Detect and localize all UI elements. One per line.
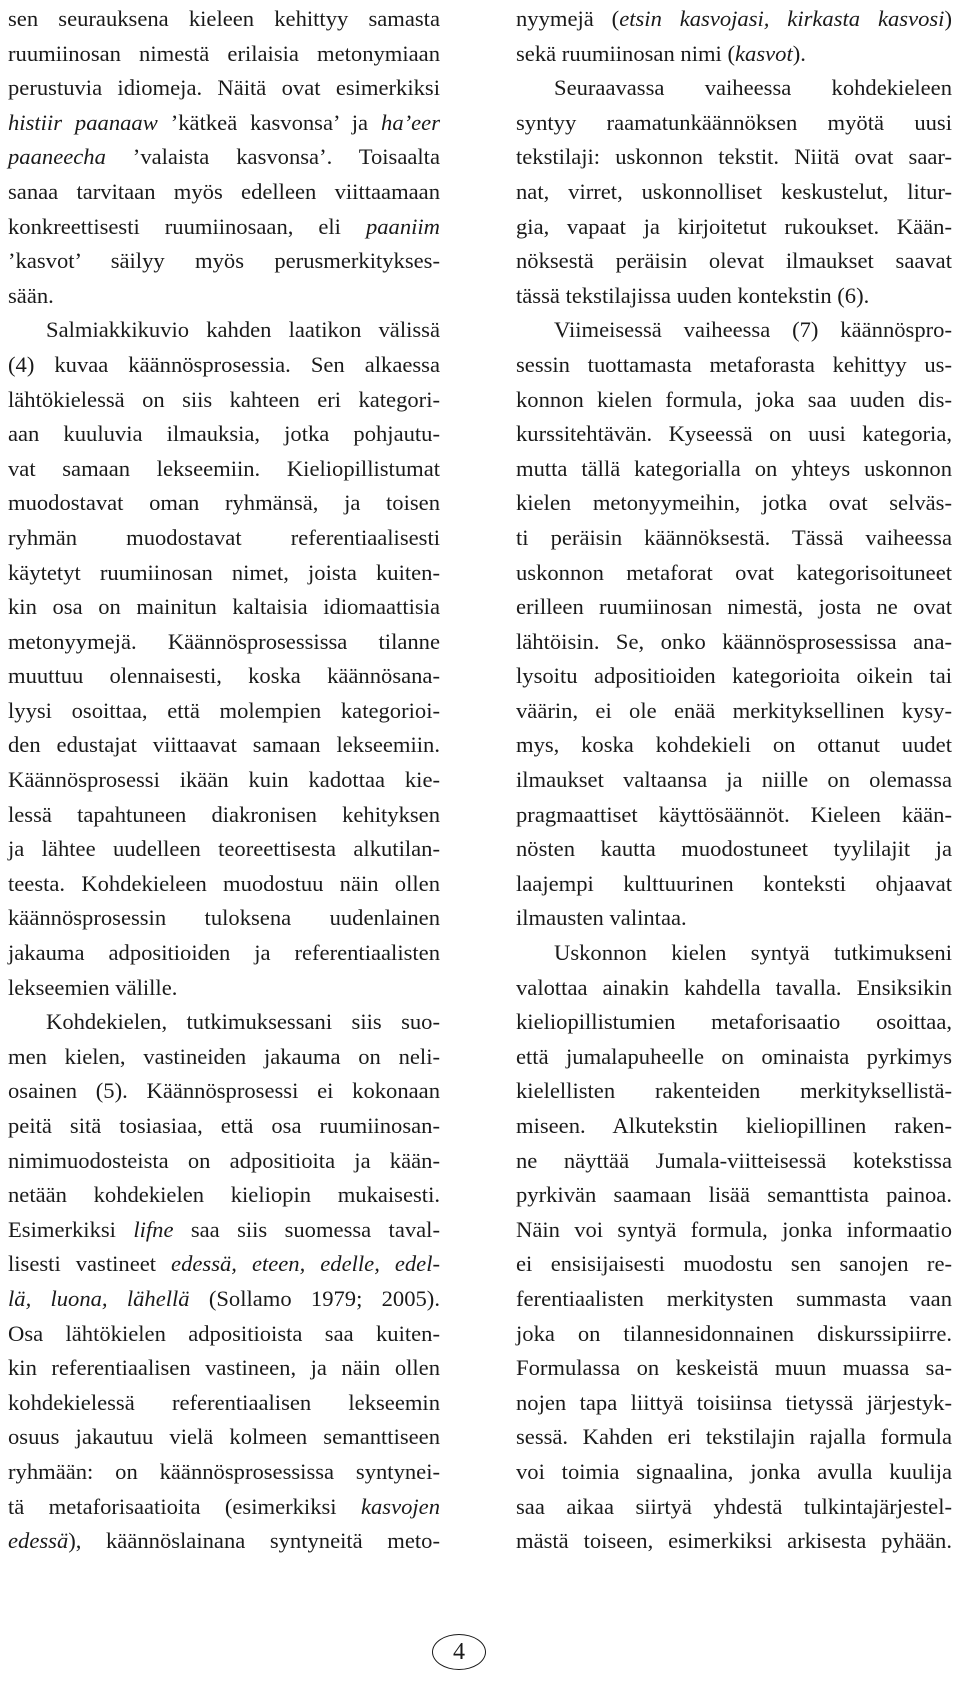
text-line — [8, 1317, 440, 1352]
text-segment: Salmiakkikuvio kahden laatikon välissä — [46, 317, 440, 343]
text-segment: erilleen ruumiinosan nimestä, josta ne ovat — [516, 594, 952, 620]
text-line — [8, 832, 440, 867]
text-segment: ilmausten valintaa. — [516, 905, 687, 931]
text-segment: sen seurauksena kieleen kehittyy samasta — [8, 6, 440, 31]
text-segment: lessä tapahtuneen diakronisen kehityksen — [8, 801, 440, 827]
text-line — [8, 521, 440, 556]
text-line — [516, 1386, 952, 1421]
text-line — [516, 971, 952, 1006]
text-segment: sanaa tarvitaan myös edelleen viittaamaan — [8, 178, 440, 204]
text-segment: voi toimia signaalina, jonka avulla kuulija — [516, 1458, 952, 1484]
text-segment: aan kuuluvia ilmauksia, jotka pohjautu- — [8, 421, 440, 447]
text-line — [516, 1282, 952, 1317]
text-segment: kielen metonyymeihin, jotka ovat selväs- — [516, 490, 952, 516]
text-segment: lisesti vastineet — [8, 1251, 172, 1277]
italic-text-segment: kasvot — [735, 40, 793, 66]
text-segment: ryhmän muodostavat referentiaalisesti — [8, 524, 440, 550]
text-line — [8, 590, 440, 625]
text-line — [8, 1213, 440, 1248]
text-line — [8, 279, 440, 314]
text-line — [8, 1490, 440, 1525]
italic-text-segment: paaneecha — [8, 144, 106, 170]
text-line — [8, 936, 440, 971]
text-segment: lähtöisin. Se, onko käännösprosessissa ana- — [516, 628, 952, 654]
text-line — [516, 383, 952, 418]
text-line — [516, 140, 952, 175]
text-line — [516, 244, 952, 279]
text-segment: ’valaista kasvonsa’. Toisaalta — [105, 144, 440, 170]
text-line — [516, 313, 952, 348]
text-segment: metonyymejä. Käännösprosessissa tilanne — [8, 628, 440, 654]
text-segment: ryhmään: on käännösprosessissa syntynei- — [8, 1458, 440, 1484]
italic-text-segment: kasvojen — [360, 1493, 440, 1519]
text-segment: saa aikaa siirtyä yhdestä tulkintajärjestel- — [516, 1493, 952, 1519]
text-line — [8, 2, 440, 37]
text-line — [516, 1351, 952, 1386]
text-segment: osainen (5). Käännösprosessi ei kokonaan — [8, 1078, 440, 1104]
text-segment: nösten kautta muodostuneet tyylilajit ja — [516, 836, 952, 862]
text-segment: miseen. Alkutekstin kieliopillinen raken- — [516, 1113, 952, 1138]
text-line — [8, 1074, 440, 1109]
text-line — [516, 1109, 952, 1144]
text-line — [8, 1386, 440, 1421]
text-line — [8, 348, 440, 383]
text-line — [8, 37, 440, 72]
text-segment: jakauma adpositioiden ja referentiaalisten — [8, 940, 440, 966]
text-line — [8, 556, 440, 591]
text-line — [8, 244, 440, 279]
text-line — [8, 1282, 440, 1317]
text-line — [516, 175, 952, 210]
italic-text-segment: ha’eer — [381, 109, 440, 135]
text-line — [516, 210, 952, 245]
text-line — [8, 210, 440, 245]
text-segment: pragmaattiset käyttösäännöt. Kieleen kään- — [516, 801, 952, 827]
text-segment: tekstilaji: uskonnon tekstit. Niitä ovat saar- — [516, 144, 952, 170]
text-line — [516, 832, 952, 867]
text-line — [8, 140, 440, 175]
text-segment: saa siis suomessa taval- — [173, 1216, 440, 1242]
text-segment: ) — [944, 6, 952, 31]
text-segment: lekseemien välille. — [8, 974, 178, 1000]
text-segment: ilmaukset valtaansa ja niille on olemassa — [516, 767, 952, 793]
text-segment: osuus jakautuu vielä kolmeen semanttiseen — [8, 1424, 440, 1450]
text-line — [8, 313, 440, 348]
text-line — [8, 1524, 440, 1559]
text-line — [516, 867, 952, 902]
text-line — [516, 1005, 952, 1040]
text-segment: sessin tuottamasta metaforasta kehittyy us- — [516, 351, 952, 377]
italic-text-segment: lifne — [133, 1216, 174, 1242]
text-segment: väärin, ei ole enää merkityksellinen kysy- — [516, 697, 952, 723]
text-line — [516, 71, 952, 106]
text-segment: muuttuu olennaisesti, koska käännösana- — [8, 663, 440, 689]
text-segment: ). — [792, 40, 806, 66]
text-segment: ne näyttää Jumala-viitteisessä kotekstissa — [516, 1147, 952, 1173]
text-line — [8, 106, 440, 141]
text-line — [8, 1455, 440, 1490]
text-segment: (Sollamo 1979; 2005). — [189, 1285, 440, 1311]
text-segment: nyymejä ( — [516, 6, 620, 31]
text-line — [516, 1317, 952, 1352]
text-segment: mästä toiseen, esimerkiksi arkisesta pyhään. — [516, 1528, 952, 1554]
text-segment: lyysi osoittaa, että molempien kategorioi- — [8, 697, 440, 723]
text-line — [8, 694, 440, 729]
text-line — [516, 728, 952, 763]
text-segment: men kielen, vastineiden jakauma on neli- — [8, 1043, 440, 1069]
text-segment: kohdekielessä referentiaalisen lekseemin — [8, 1389, 440, 1415]
text-segment: Viimeisessä vaiheessa (7) käännöspro- — [554, 317, 952, 343]
text-segment: nöksestä peräisin olevat ilmaukset saavat — [516, 248, 952, 274]
text-segment: käännösprosessin tuloksena uudenlainen — [8, 905, 440, 931]
text-line — [8, 1178, 440, 1213]
text-line — [8, 383, 440, 418]
text-segment: nimimuodosteista on adpositioita ja kään- — [8, 1147, 440, 1173]
text-segment: pyrkivän saamaan lisää semanttista painoa. — [516, 1182, 952, 1208]
text-segment: uskonnon metaforat ovat kategorisoituneet — [516, 559, 952, 585]
text-segment: sessä. Kahden eri tekstilajin rajalla formula — [516, 1424, 952, 1450]
page-number: 4 — [432, 1634, 486, 1670]
text-line — [516, 625, 952, 660]
text-segment: konkreettisesti ruumiinosaan, eli — [8, 213, 366, 239]
text-line — [516, 1524, 952, 1559]
text-line — [516, 590, 952, 625]
text-segment: nat, virret, uskonnolliset keskustelut, litur- — [516, 178, 952, 204]
text-segment: lähtökielessä on siis kahteen eri kategori- — [8, 386, 440, 412]
text-line — [516, 1074, 952, 1109]
text-line — [8, 1351, 440, 1386]
text-segment: sekä ruumiinosan nimi ( — [516, 40, 735, 66]
text-segment: Näin voi syntyä formula, jonka informaatio — [516, 1216, 952, 1242]
text-segment: ’kätkeä kasvonsa’ ja — [157, 109, 382, 135]
text-line — [516, 417, 952, 452]
italic-text-segment: paaniim — [365, 213, 440, 239]
text-line — [516, 936, 952, 971]
text-line — [516, 452, 952, 487]
left-text-column — [8, 2, 440, 1559]
text-segment: teesta. Kohdekieleen muodostuu näin ollen — [8, 870, 440, 896]
text-line — [516, 279, 952, 314]
text-line — [516, 659, 952, 694]
text-segment: Osa lähtökielen adpositioista saa kuiten- — [8, 1320, 440, 1346]
italic-text-segment: etsin kasvojasi, kirkasta kasvosi — [619, 6, 945, 31]
text-segment: Käännösprosessi ikään kuin kadottaa kie- — [8, 767, 440, 793]
text-segment: sään. — [8, 282, 54, 308]
text-segment: kurssitehtävän. Kyseessä on uusi kategoria, — [516, 421, 952, 447]
text-segment: peitä sitä tosiasiaa, että osa ruumiinosan- — [8, 1113, 440, 1138]
text-line — [516, 2, 952, 37]
text-segment: valottaa ainakin kahdella tavalla. Ensiksikin — [516, 974, 952, 1000]
text-line — [516, 1040, 952, 1075]
text-segment: käytetyt ruumiinosan nimet, joista kuiten- — [8, 559, 440, 585]
text-line — [8, 901, 440, 936]
text-line — [516, 1178, 952, 1213]
text-line — [8, 417, 440, 452]
text-segment: ’kasvot’ säilyy myös perusmerkitykses- — [8, 248, 440, 274]
text-line — [516, 521, 952, 556]
italic-text-segment: edessä — [8, 1528, 69, 1554]
right-text-column — [516, 2, 952, 1559]
text-segment: tä metaforisaatioita (esimerkiksi — [8, 1493, 361, 1519]
text-line — [516, 1420, 952, 1455]
text-line — [516, 37, 952, 72]
text-segment: nojen tapa liittyä toisiinsa tietyssä järjestyk- — [516, 1389, 952, 1415]
text-line — [516, 1144, 952, 1179]
text-line — [8, 625, 440, 660]
text-segment: muodostavat oman ryhmänsä, ja toisen — [8, 490, 440, 516]
text-line — [516, 106, 952, 141]
text-line — [8, 1247, 440, 1282]
text-line — [8, 1144, 440, 1179]
text-segment: että jumalapuheelle on ominaista pyrkimys — [516, 1043, 952, 1069]
text-segment: netään kohdekielen kieliopin mukaisesti. — [8, 1182, 440, 1208]
text-line — [8, 971, 440, 1006]
text-segment: perustuvia idiomeja. Näitä ovat esimerkiksi — [8, 75, 440, 101]
text-segment: ruumiinosan nimestä erilaisia metonymiaan — [8, 40, 440, 66]
italic-text-segment: lä, luona, lähellä — [8, 1285, 190, 1311]
text-line — [8, 1005, 440, 1040]
text-line — [516, 486, 952, 521]
text-line — [8, 867, 440, 902]
text-segment: ), käännöslainana syntyneitä meto- — [68, 1528, 440, 1554]
text-line — [8, 452, 440, 487]
text-segment: Uskonnon kielen syntyä tutkimukseni — [554, 940, 952, 966]
text-line — [516, 901, 952, 936]
text-segment: ja lähtee uudelleen teoreettisesta alkutilan- — [8, 836, 440, 862]
text-segment: ferentiaalisten merkitysten summasta vaan — [516, 1285, 952, 1311]
text-segment: joka on tilannesidonnainen diskurssipiirre. — [516, 1320, 952, 1346]
text-line — [8, 1040, 440, 1075]
text-segment: ei ensisijaisesti muodostu sen sanojen re- — [516, 1251, 952, 1277]
text-segment: mys, koska kohdekieli on ottanut uudet — [516, 732, 952, 758]
text-line — [516, 1490, 952, 1525]
italic-text-segment: edessä, eteen, edelle, edel- — [171, 1251, 440, 1277]
text-line — [516, 798, 952, 833]
text-segment: kielellisten rakenteiden merkityksellistä- — [516, 1078, 952, 1104]
text-segment: gia, vapaat ja kirjoitetut rukoukset. Kään- — [516, 213, 952, 239]
text-line — [516, 1247, 952, 1282]
text-segment: syntyy raamatunkäännöksen myötä uusi — [516, 109, 952, 135]
text-line — [8, 728, 440, 763]
text-segment: laajempi kulttuurinen konteksti ohjaavat — [516, 870, 952, 896]
text-segment: kin osa on mainitun kaltaisia idiomaattisia — [8, 594, 440, 620]
text-segment: tässä tekstilajissa uuden kontekstin (6). — [516, 282, 870, 308]
text-line — [8, 175, 440, 210]
text-segment: kin referentiaalisen vastineen, ja näin ollen — [8, 1355, 440, 1381]
text-segment: vat samaan lekseemiin. Kieliopillistumat — [8, 455, 440, 481]
text-line — [8, 659, 440, 694]
text-segment: Kohdekielen, tutkimuksessani siis suo- — [46, 1009, 440, 1035]
text-segment: kieliopillistumien metaforisaatio osoittaa, — [516, 1009, 952, 1035]
text-segment: ti peräisin käännöksestä. Tässä vaiheessa — [516, 524, 952, 550]
text-line — [516, 348, 952, 383]
text-segment: Formulassa on keskeistä muun muassa sa- — [516, 1355, 952, 1381]
italic-text-segment: histiir paanaaw — [8, 109, 158, 135]
text-line — [516, 1213, 952, 1248]
text-segment: Esimerkiksi — [8, 1216, 134, 1242]
text-line — [8, 1420, 440, 1455]
text-line — [516, 694, 952, 729]
text-line — [8, 71, 440, 106]
text-segment: (4) kuvaa käännösprosessia. Sen alkaessa — [8, 351, 440, 377]
text-segment: Seuraavassa vaiheessa kohdekieleen — [554, 75, 952, 101]
text-line — [8, 798, 440, 833]
text-segment: mutta tällä kategorialla on yhteys uskonnon — [516, 455, 952, 481]
text-segment: lysoitu adpositioiden kategorioita oikein tai — [516, 663, 952, 689]
text-line — [8, 486, 440, 521]
text-segment: konnon kielen formula, joka saa uuden dis- — [516, 386, 952, 412]
text-line — [8, 1109, 440, 1144]
text-line — [516, 763, 952, 798]
text-line — [516, 556, 952, 591]
text-line — [516, 1455, 952, 1490]
text-line — [8, 763, 440, 798]
text-segment: den edustajat viittaavat samaan lekseemiin. — [8, 732, 440, 758]
